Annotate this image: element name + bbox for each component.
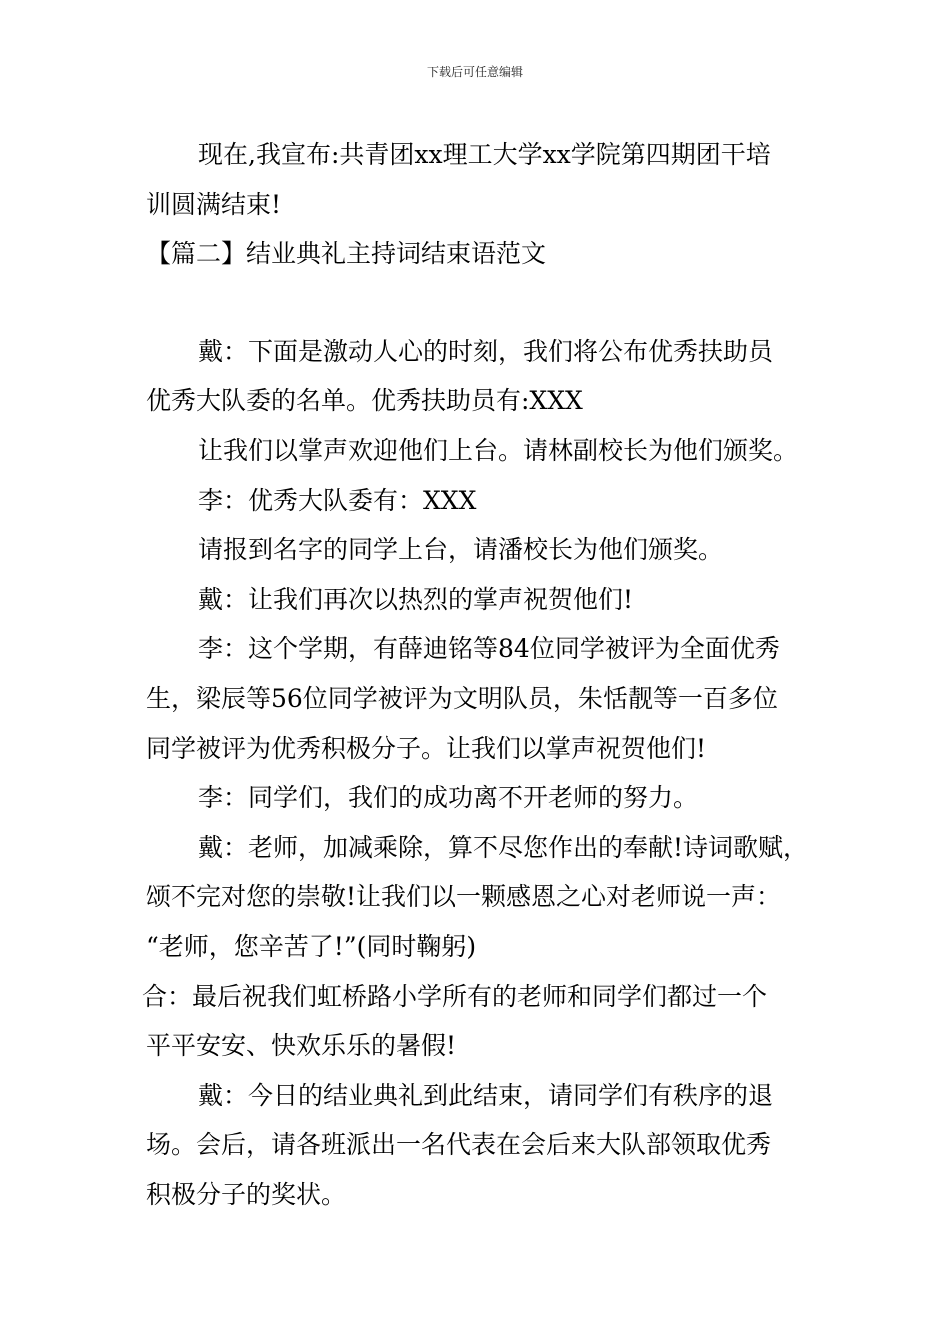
section-heading: 【篇二】结业典礼主持词结束语范文	[146, 239, 547, 269]
spacer	[146, 279, 816, 327]
paragraph-line: 戴：今日的结业典礼到此结束，请同学们有秩序的退	[198, 1080, 774, 1110]
paragraph-line: 训圆满结束!	[146, 189, 282, 219]
paragraph-line: 戴：让我们再次以热烈的掌声祝贺他们!	[198, 584, 634, 614]
paragraph-line: 优秀大队委的名单。优秀扶助员有:XXX	[146, 386, 583, 416]
paragraph-line: 李：同学们，我们的成功离不开老师的努力。	[198, 783, 699, 813]
paragraph-line: 积极分子的奖状。	[146, 1179, 347, 1209]
paragraph-line: 戴：老师，加减乘除，算不尽您作出的奉献!诗词歌赋，	[198, 832, 809, 862]
paragraph-line: 场。会后，请各班派出一名代表在会后来大队部领取优秀	[146, 1130, 772, 1160]
page-header: 下载后可任意编辑	[426, 65, 523, 79]
paragraph-line: 同学被评为优秀积极分子。让我们以掌声祝贺他们!	[146, 733, 707, 763]
paragraph-line: 李：优秀大队委有：XXX	[198, 485, 477, 515]
paragraph-line: 颂不完对您的崇敬!让我们以一颗感恩之心对老师说一声：	[146, 882, 782, 912]
document-body	[142, 130, 816, 1219]
paragraph-line: 现在,我宣布:共青团xx理工大学xx学院第四期团干培	[198, 140, 771, 169]
paragraph-line: 生，梁辰等56位同学被评为文明队员，朱恬靓等一百多位	[146, 683, 778, 713]
paragraph-line: 平平安安、快欢乐乐的暑假!	[146, 1031, 457, 1061]
paragraph-line: 合：最后祝我们虹桥路小学所有的老师和同学们都过一个	[142, 981, 768, 1011]
paragraph-line: 李：这个学期，有薛迪铭等84位同学被评为全面优秀	[198, 634, 780, 664]
paragraph-line: 让我们以掌声欢迎他们上台。请林副校长为他们颁奖。	[198, 435, 799, 465]
paragraph-line: “老师，您辛苦了!”(同时鞠躬)	[146, 931, 477, 961]
paragraph-line: 戴：下面是激动人心的时刻，我们将公布优秀扶助员	[198, 336, 774, 366]
paragraph-line: 请报到名字的同学上台，请潘校长为他们颁奖。	[198, 535, 724, 565]
